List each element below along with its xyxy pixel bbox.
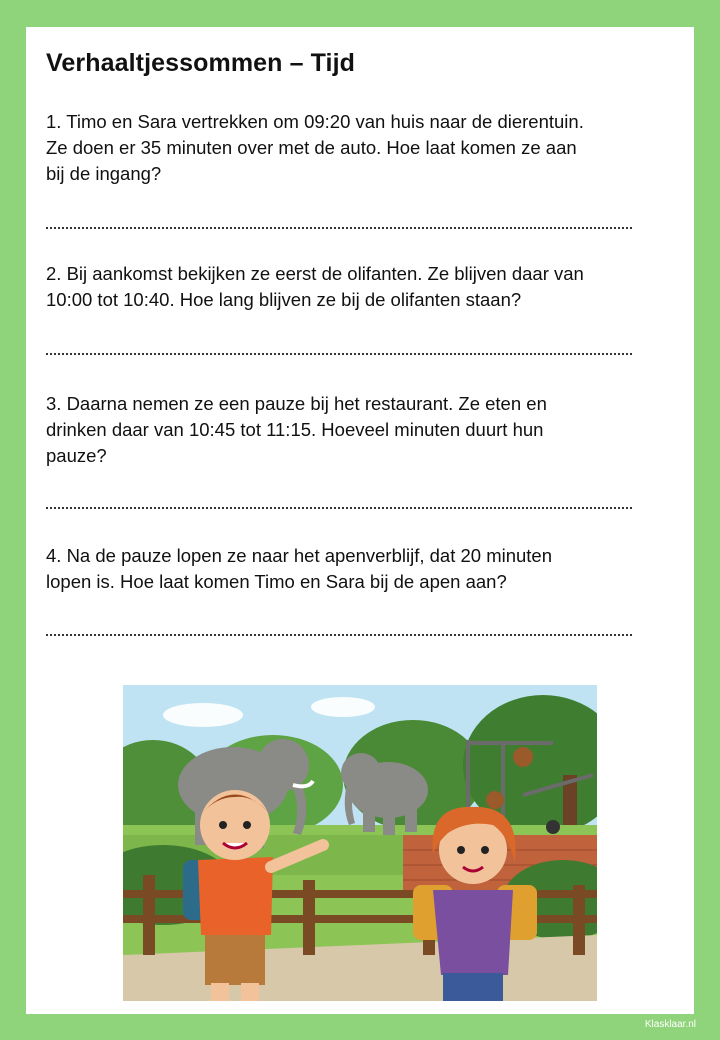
footer-brand: Klasklaar.nl	[644, 1019, 696, 1030]
answer-line-3[interactable]	[46, 505, 632, 509]
zoo-scene-image	[123, 685, 597, 1001]
question-4-line-1: 4. Na de pauze lopen ze naar het apenverblijf, dat 20 minuten	[46, 545, 553, 566]
question-4-line-2: lopen is. Hoe laat komen Timo en Sara bij de apen aan?	[46, 571, 507, 592]
question-1	[46, 109, 672, 187]
question-3-line-3: pauze?	[46, 445, 107, 466]
question-2	[46, 261, 672, 313]
question-2-line-1: 2. Bij aankomst bekijken ze eerst de olifanten. Ze blijven daar van	[46, 263, 584, 284]
answer-line-4[interactable]	[46, 632, 632, 636]
worksheet-title: Verhaaltjessommen – Tijd	[46, 49, 356, 77]
zoo-illustration	[123, 685, 597, 1001]
question-3-line-1: 3. Daarna nemen ze een pauze bij het restaurant. Ze eten en	[46, 393, 547, 414]
answer-line-2[interactable]	[46, 351, 632, 355]
question-4	[46, 543, 672, 595]
worksheet-page	[26, 27, 694, 1014]
question-3-line-2: drinken daar van 10:45 tot 11:15. Hoeveel minuten duurt hun	[46, 419, 544, 440]
question-1-line-1: 1. Timo en Sara vertrekken om 09:20 van huis naar de dierentuin.	[46, 111, 584, 132]
question-1-line-2: Ze doen er 35 minuten over met de auto. Hoe laat komen ze aan	[46, 137, 577, 158]
question-2-line-2: 10:00 tot 10:40. Hoe lang blijven ze bij de olifanten staan?	[46, 289, 522, 310]
question-1-line-3: bij de ingang?	[46, 163, 162, 184]
question-3	[46, 391, 672, 469]
answer-line-1[interactable]	[46, 225, 632, 229]
